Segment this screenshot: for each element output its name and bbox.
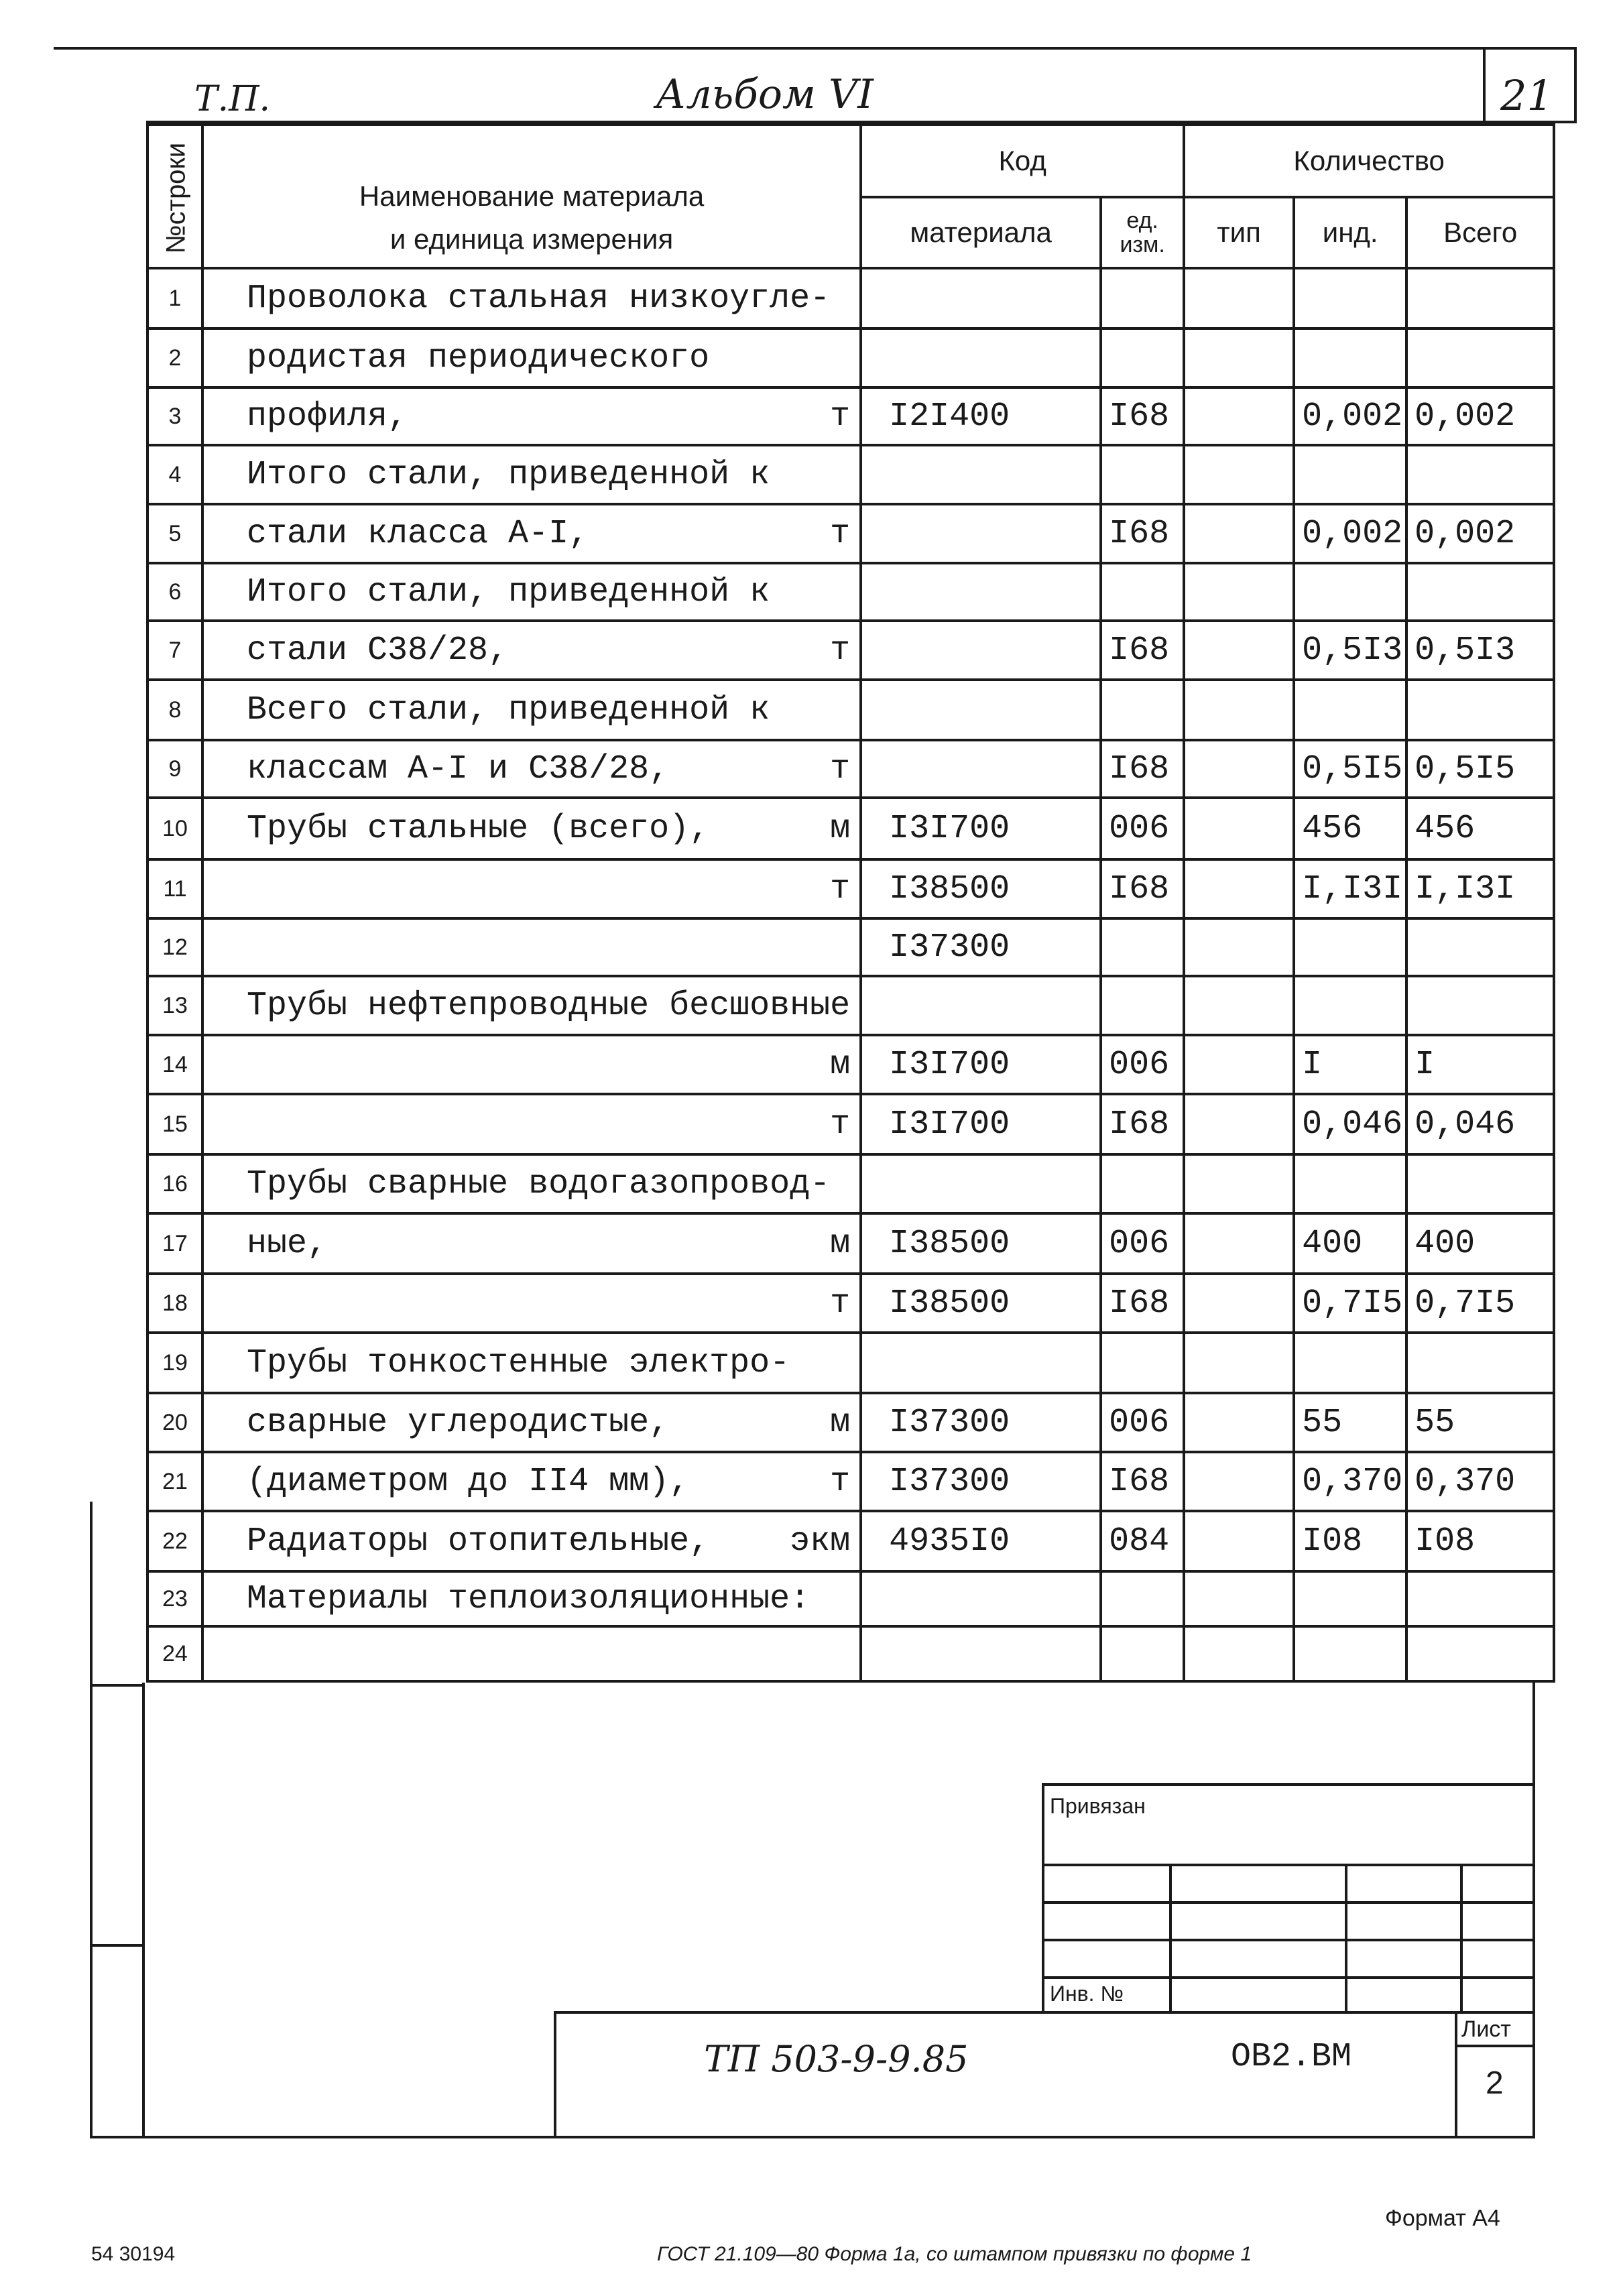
material-code-cell [861,1154,1101,1213]
unit-code-cell: I68 [1101,504,1184,563]
type-cell [1184,268,1294,328]
individual-qty-cell: 400 [1294,1213,1406,1274]
row-number-cell: 1 [147,268,202,328]
individual-qty-cell [1294,1333,1406,1393]
material-name-wrap [247,456,859,494]
type-cell [1184,445,1294,504]
total-qty-cell: 0,5I5 [1406,740,1554,798]
individual-qty-cell [1294,1571,1406,1626]
material-name-cell [202,680,861,740]
row-number-cell: 18 [147,1274,202,1333]
individual-qty-cell [1294,268,1406,328]
type-header: тип [1184,197,1294,268]
unit-label-text: м [830,1403,851,1442]
total-qty-cell [1406,268,1554,328]
unit-code-cell: I68 [1101,1452,1184,1511]
material-code-cell [861,1571,1101,1626]
total-qty-cell: I [1406,1035,1554,1094]
total-qty-cell: I,I3I [1406,859,1554,918]
unit-code-cell: 084 [1101,1511,1184,1571]
individual-qty-cell: 0,7I5 [1294,1274,1406,1333]
unit-code-cell: I68 [1101,859,1184,918]
type-cell [1184,621,1294,680]
row-number-cell: 17 [147,1213,202,1274]
material-name-cell [202,1333,861,1393]
individual-qty-cell [1294,918,1406,976]
type-cell [1184,1154,1294,1213]
material-name-wrap [247,1165,859,1203]
material-code-cell [861,1626,1101,1681]
material-code-cell [861,504,1101,563]
table-row [147,1511,1554,1571]
individual-qty-cell: 0,5I3 [1294,621,1406,680]
individual-qty-cell: 0,370 [1294,1452,1406,1511]
total-qty-cell: 0,5I3 [1406,621,1554,680]
type-cell [1184,680,1294,740]
table-row [147,563,1554,621]
margin-divider-1 [90,1684,145,1687]
material-code-cell [861,680,1101,740]
material-name-text: (диаметром до II4 мм), [247,1462,690,1501]
material-code-cell [861,563,1101,621]
material-name-wrap [247,870,859,908]
row-number-cell: 13 [147,976,202,1035]
type-cell [1184,563,1294,621]
individual-qty-cell [1294,1626,1406,1681]
row-number-cell: 7 [147,621,202,680]
material-name-wrap [247,987,859,1025]
material-name-cell [202,859,861,918]
type-cell [1184,1571,1294,1626]
type-cell [1184,387,1294,445]
unit-code-cell: 006 [1101,1035,1184,1094]
table-row [147,1154,1554,1213]
unit-label-text: т [830,869,851,908]
material-name-cell [202,563,861,621]
unit-label-text: т [830,631,851,670]
row-number-cell: 10 [147,798,202,859]
material-name-text: Трубы тонкостенные электро- [247,1343,790,1382]
total-qty-cell: 0,7I5 [1406,1274,1554,1333]
table-body [147,268,1554,1681]
table-right-extension [1532,1683,1535,2138]
row-number-cell: 15 [147,1094,202,1154]
material-name-cell [202,1035,861,1094]
table-row [147,918,1554,976]
individual-qty-cell: 0,5I5 [1294,740,1406,798]
title-block-top [554,2011,1535,2014]
unit-label-text: м [830,809,851,848]
material-name-text: профиля, [247,397,408,436]
individual-qty-cell: 456 [1294,798,1406,859]
table-row [147,1274,1554,1333]
type-cell [1184,1094,1294,1154]
material-name-wrap [247,631,859,670]
total-header: Всего [1406,197,1554,268]
material-name-wrap [247,1463,859,1501]
total-qty-cell: 456 [1406,798,1554,859]
unit-label-text: м [830,1045,851,1084]
material-code-header: материала [861,197,1101,268]
material-code-cell [861,621,1101,680]
row-number-cell: 11 [147,859,202,918]
material-name-text: Трубы нефтепроводные бесшовные [247,986,851,1025]
total-qty-cell: 400 [1406,1213,1554,1274]
total-qty-cell: 0,002 [1406,387,1554,445]
table-row [147,859,1554,918]
material-name-wrap [247,1404,859,1442]
material-code-cell: I38500 [861,859,1101,918]
material-name-cell [202,1511,861,1571]
material-name-cell [202,268,861,328]
material-name-text: стали класса А-I, [247,514,589,553]
material-name-wrap [247,398,859,436]
material-name-wrap [247,1344,859,1382]
row-number-cell: 8 [147,680,202,740]
sheet-label: Лист [1461,2016,1511,2042]
unit-code-cell: I68 [1101,387,1184,445]
material-name-wrap [247,280,859,318]
unit-code-cell: 006 [1101,1213,1184,1274]
material-name-cell [202,1213,861,1274]
unit-label-text: т [830,1284,851,1323]
page-number-box-left [1483,47,1486,123]
table-row [147,504,1554,563]
material-name-wrap [247,1225,859,1263]
unit-code-cell [1101,328,1184,387]
stamp-col-line-3 [1460,1864,1463,2011]
type-cell [1184,1333,1294,1393]
unit-code-cell: I68 [1101,621,1184,680]
material-name-text: Всего стали, приведенной к [247,690,770,729]
document-code: ТП 503-9-9.85 [704,2038,969,2080]
row-number-cell: 20 [147,1393,202,1452]
material-name-wrap [247,1105,859,1144]
total-qty-cell [1406,680,1554,740]
material-name-text: Итого стали, приведенной к [247,572,770,611]
name-header [202,125,861,268]
bound-label: Привязан [1050,1794,1146,1818]
material-name-wrap [247,810,859,848]
material-name-text: Проволока стальная низкоугле- [247,279,831,318]
material-name-text: Трубы сварные водогазопровод- [247,1164,831,1203]
row-number-cell: 9 [147,740,202,798]
type-cell [1184,1213,1294,1274]
unit-code-cell [1101,563,1184,621]
type-cell [1184,1274,1294,1333]
material-name-text: Итого стали, приведенной к [247,455,770,494]
unit-code-cell: 006 [1101,798,1184,859]
left-frame-line [142,1683,145,2138]
individual-qty-cell [1294,680,1406,740]
material-code-cell [861,740,1101,798]
material-code-cell: I3I700 [861,798,1101,859]
total-qty-cell [1406,328,1554,387]
material-name-cell [202,1154,861,1213]
individual-header: инд. [1294,197,1406,268]
unit-code-header [1101,197,1184,268]
individual-qty-cell: 0,002 [1294,504,1406,563]
row-number-header-text: №строки [161,142,191,253]
individual-qty-cell: 0,002 [1294,387,1406,445]
materials-table [146,123,1555,1683]
material-name-wrap [247,1522,859,1561]
row-number-cell: 16 [147,1154,202,1213]
unit-code-header-text: ед. изм. [1120,208,1165,257]
material-name-cell [202,1452,861,1511]
total-qty-cell [1406,563,1554,621]
material-name-wrap [247,750,859,788]
row-number-cell: 14 [147,1035,202,1094]
material-name-text: Материалы теплоизоляционные: [247,1579,810,1618]
total-qty-cell: 0,002 [1406,504,1554,563]
table-row [147,387,1554,445]
stamp-col-line-2 [1345,1864,1347,2011]
total-qty-cell [1406,1333,1554,1393]
material-name-wrap [247,515,859,553]
type-cell [1184,859,1294,918]
material-name-cell [202,504,861,563]
type-cell [1184,1511,1294,1571]
page-number-box-right [1574,47,1577,123]
margin-divider-2 [90,1944,145,1947]
material-name-cell [202,387,861,445]
row-number-cell: 3 [147,387,202,445]
material-name-cell [202,1626,861,1681]
material-code-cell: I3I700 [861,1094,1101,1154]
material-name-cell [202,976,861,1035]
unit-label-text: т [830,1462,851,1501]
type-cell [1184,1626,1294,1681]
row-number-cell: 5 [147,504,202,563]
material-code-cell [861,976,1101,1035]
total-qty-cell [1406,918,1554,976]
inv-label: Инв. № [1050,1982,1124,2006]
unit-code-cell: I68 [1101,740,1184,798]
outer-left-frame-line [90,1502,93,2138]
material-code-cell [861,268,1101,328]
unit-label-text: т [830,749,851,788]
individual-qty-cell [1294,976,1406,1035]
material-code-cell: I38500 [861,1274,1101,1333]
table-row [147,1213,1554,1274]
quantity-group-header: Количество [1184,125,1554,197]
type-cell [1184,918,1294,976]
name-header-text: Наименование материала и единица измерения [359,180,705,255]
individual-qty-cell: I,I3I [1294,859,1406,918]
material-code-cell: 4935I0 [861,1511,1101,1571]
material-name-cell [202,1094,861,1154]
unit-code-cell: I68 [1101,1094,1184,1154]
individual-qty-cell: 55 [1294,1393,1406,1452]
unit-code-cell [1101,680,1184,740]
material-code-cell [861,1333,1101,1393]
table-row [147,680,1554,740]
row-number-cell: 6 [147,563,202,621]
unit-code-cell [1101,445,1184,504]
material-code-cell: I37300 [861,1452,1101,1511]
tp-label: Т.П. [194,79,271,119]
unit-code-cell: 006 [1101,1393,1184,1452]
gost-note: ГОСТ 21.109—80 Форма 1а, со штампом привязки по форме 1 [657,2243,1252,2265]
unit-code-cell: I68 [1101,1274,1184,1333]
material-name-cell [202,1274,861,1333]
material-name-cell [202,1393,861,1452]
material-name-wrap [247,1284,859,1323]
individual-qty-cell: I [1294,1035,1406,1094]
unit-label-text: экм [790,1522,851,1561]
top-border-line [54,47,1577,50]
material-name-text: сварные углеродистые, [247,1403,670,1442]
footer-left-code: 54 30194 [91,2243,176,2265]
type-cell [1184,328,1294,387]
row-number-cell: 19 [147,1333,202,1393]
album-label: Альбом VI [656,71,874,118]
individual-qty-cell: I08 [1294,1511,1406,1571]
type-cell [1184,1035,1294,1094]
material-code-cell: I37300 [861,1393,1101,1452]
material-name-cell [202,328,861,387]
material-name-text: классам А-I и С38/28, [247,749,670,788]
sheet-box-divider [1455,2045,1535,2047]
material-name-text: ные, [247,1224,328,1263]
type-cell [1184,1452,1294,1511]
unit-label-text: т [830,397,851,436]
table-row [147,621,1554,680]
total-qty-cell: 0,046 [1406,1094,1554,1154]
table-row [147,798,1554,859]
total-qty-cell: I08 [1406,1511,1554,1571]
table-row [147,1333,1554,1393]
unit-code-cell [1101,1333,1184,1393]
material-name-text: Радиаторы отопительные, [247,1522,710,1561]
individual-qty-cell: 0,046 [1294,1094,1406,1154]
unit-code-cell [1101,976,1184,1035]
row-number-cell: 21 [147,1452,202,1511]
material-name-cell [202,621,861,680]
row-number-cell: 23 [147,1571,202,1626]
type-cell [1184,798,1294,859]
title-block-left [554,2011,556,2138]
format-label: Формат А4 [1385,2206,1500,2231]
material-code-cell: I3I700 [861,1035,1101,1094]
type-cell [1184,740,1294,798]
material-name-wrap [247,339,859,377]
individual-qty-cell [1294,445,1406,504]
row-number-cell: 4 [147,445,202,504]
material-name-text: родистая периодического [247,339,710,377]
material-name-cell [202,798,861,859]
material-name-wrap [247,1580,859,1618]
unit-code-cell [1101,268,1184,328]
material-name-cell [202,918,861,976]
bottom-frame-line [90,2136,1535,2138]
material-name-text: стали С38/28, [247,631,509,670]
row-number-header [147,125,202,268]
row-number-cell: 22 [147,1511,202,1571]
unit-label-text: т [830,1105,851,1144]
material-name-wrap [247,573,859,611]
total-qty-cell [1406,1154,1554,1213]
type-cell [1184,504,1294,563]
table-row [147,976,1554,1035]
stamp-top-line [1042,1783,1535,1786]
unit-code-cell [1101,1571,1184,1626]
type-cell [1184,976,1294,1035]
material-code-cell: I37300 [861,918,1101,976]
unit-code-cell [1101,918,1184,976]
material-name-wrap [247,1046,859,1084]
total-qty-cell: 0,370 [1406,1452,1554,1511]
row-number-cell: 12 [147,918,202,976]
sheet-box-left [1455,2011,1457,2138]
unit-code-cell [1101,1626,1184,1681]
material-code-cell: I38500 [861,1213,1101,1274]
row-number-cell: 2 [147,328,202,387]
page-number: 21 [1500,71,1553,120]
table-row [147,1393,1554,1452]
table-row [147,1571,1554,1626]
unit-code-cell [1101,1154,1184,1213]
table-row [147,740,1554,798]
material-name-text: Трубы стальные (всего), [247,809,710,848]
total-qty-cell [1406,445,1554,504]
table-row [147,1626,1554,1681]
material-code-cell [861,328,1101,387]
material-code-cell [861,445,1101,504]
table-row [147,328,1554,387]
table-row [147,445,1554,504]
code-group-header: Код [861,125,1184,197]
stamp-col-line-1 [1169,1864,1172,2011]
total-qty-cell [1406,1626,1554,1681]
type-cell [1184,1393,1294,1452]
total-qty-cell [1406,976,1554,1035]
material-name-wrap [247,691,859,729]
document-mark: ОВ2.ВМ [1231,2038,1352,2076]
table-row [147,1094,1554,1154]
total-qty-cell: 55 [1406,1393,1554,1452]
table-row [147,268,1554,328]
individual-qty-cell [1294,563,1406,621]
table-row [147,1452,1554,1511]
material-code-cell: I2I400 [861,387,1101,445]
individual-qty-cell [1294,328,1406,387]
material-name-cell [202,740,861,798]
total-qty-cell [1406,1571,1554,1626]
individual-qty-cell [1294,1154,1406,1213]
material-name-cell [202,1571,861,1626]
unit-label-text: м [830,1224,851,1263]
unit-label-text: т [830,514,851,553]
table-row [147,1035,1554,1094]
row-number-cell: 24 [147,1626,202,1681]
sheet-number: 2 [1486,2065,1504,2101]
material-name-cell [202,445,861,504]
